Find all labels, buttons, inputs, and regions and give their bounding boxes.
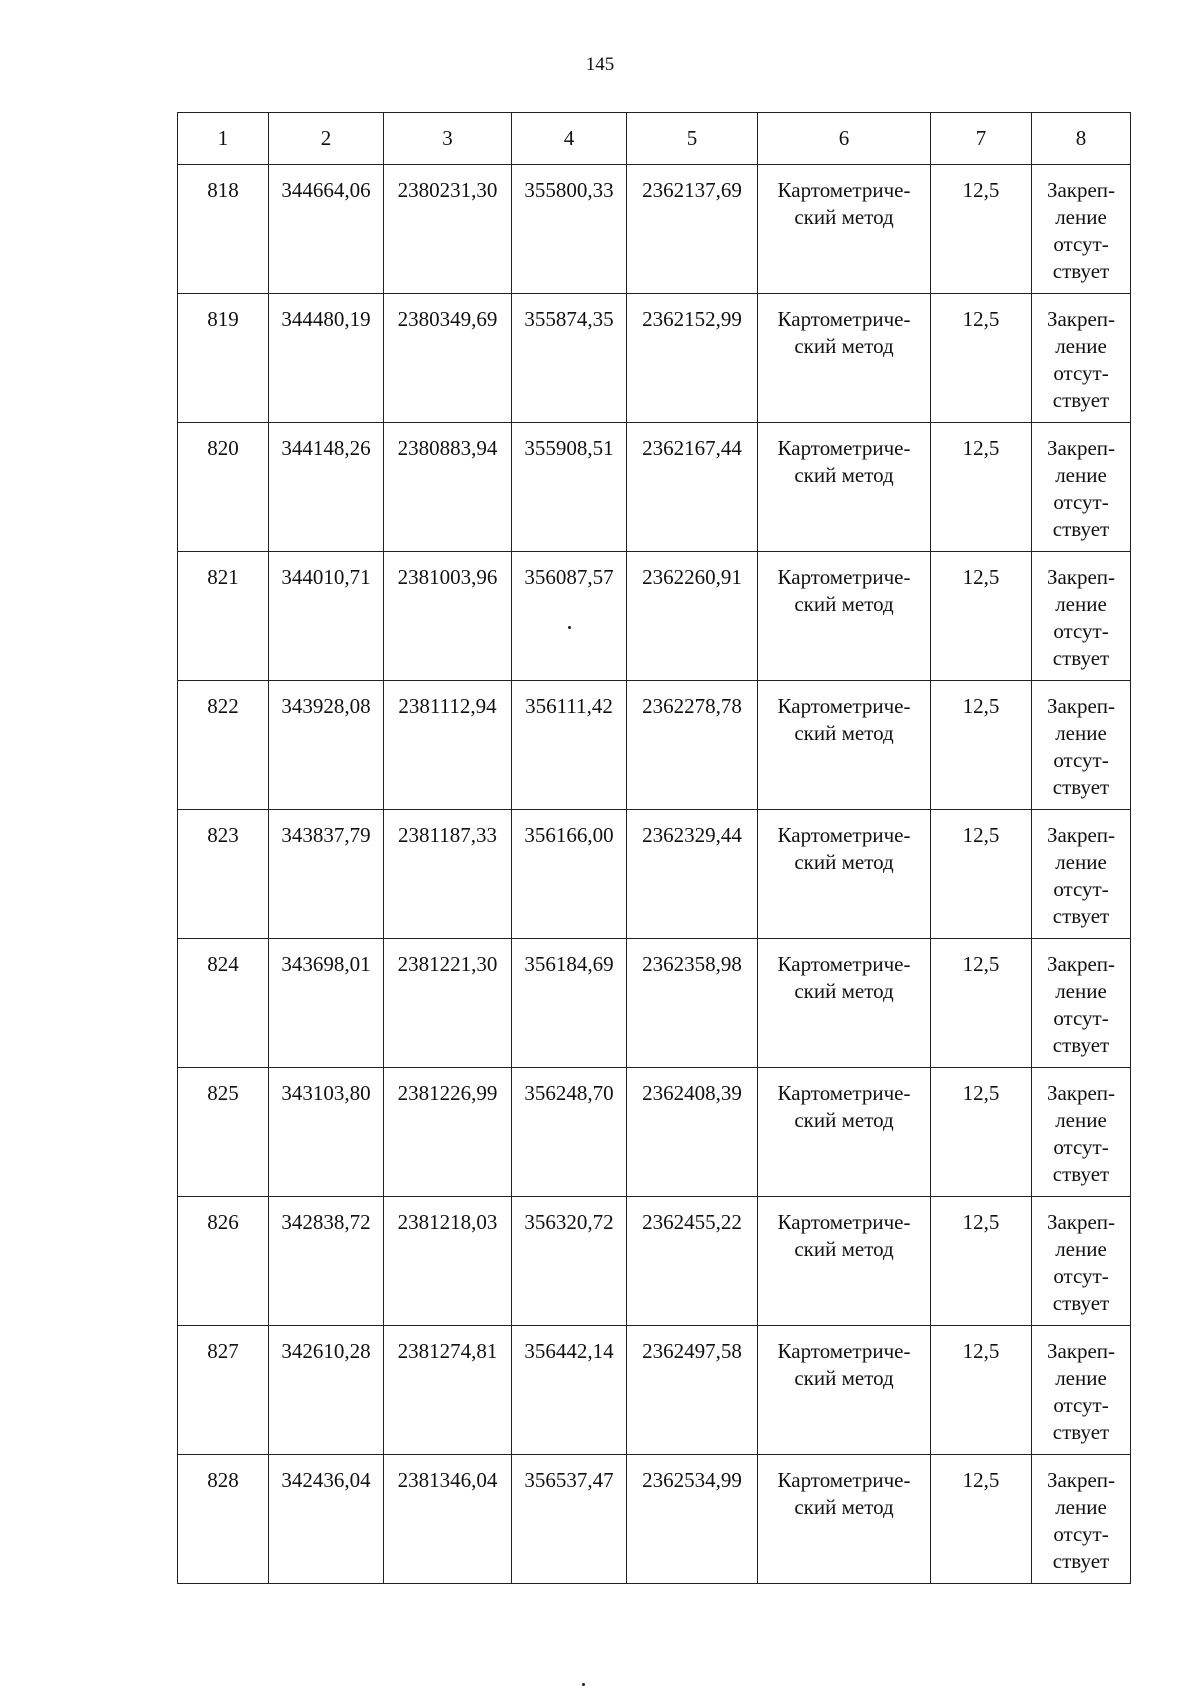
accuracy-cell: 12,5 [931,294,1032,423]
table-row [178,1197,1131,1326]
method-cell [758,423,931,552]
method-line: ский метод [794,850,894,874]
coordinate-cell: 2362455,22 [627,1197,758,1326]
coordinate-cell: 356184,69 [512,939,627,1068]
coordinate-cell: 343103,80 [269,1068,384,1197]
point-number-cell: 827 [178,1326,269,1455]
fixation-cell [1032,810,1131,939]
accuracy-cell: 12,5 [931,1455,1032,1584]
coordinate-cell: 2381274,81 [384,1326,512,1455]
fixation-cell [1032,1068,1131,1197]
coordinate-cell: 344010,71 [269,552,384,681]
fixation-line: отсут- [1053,1264,1109,1288]
fixation-cell [1032,1455,1131,1584]
fixation-line: ление [1055,1495,1107,1519]
method-line: Картометриче- [777,307,911,331]
accuracy-cell: 12,5 [931,1197,1032,1326]
coordinate-cell: 342436,04 [269,1455,384,1584]
scan-dot [582,1683,585,1686]
fixation-cell [1032,1326,1131,1455]
coordinate-cell: 2362497,58 [627,1326,758,1455]
coordinate-cell: 2362167,44 [627,423,758,552]
fixation-line: ление [1055,592,1107,616]
coordinate-cell: 356111,42 [512,681,627,810]
fixation-line: ление [1055,205,1107,229]
fixation-line: Закреп- [1046,952,1116,976]
table-row [178,165,1131,294]
method-line: Картометриче- [777,1081,911,1105]
coordinate-cell: 2362408,39 [627,1068,758,1197]
accuracy-cell: 12,5 [931,165,1032,294]
fixation-line: Закреп- [1046,823,1116,847]
point-number-cell: 826 [178,1197,269,1326]
method-line: ский метод [794,1495,894,1519]
table-row [178,1326,1131,1455]
fixation-line: ление [1055,463,1107,487]
table-row [178,810,1131,939]
accuracy-cell: 12,5 [931,1326,1032,1455]
fixation-line: Закреп- [1046,694,1116,718]
method-line: Картометриче- [777,565,911,589]
coordinate-cell: 2362278,78 [627,681,758,810]
coordinate-cell: 344148,26 [269,423,384,552]
point-number-cell: 819 [178,294,269,423]
fixation-line: отсут- [1053,748,1109,772]
method-cell [758,1455,931,1584]
table-body [178,165,1131,1584]
coordinate-cell: 356320,72 [512,1197,627,1326]
fixation-line: отсут- [1053,877,1109,901]
fixation-line: Закреп- [1046,178,1116,202]
method-cell [758,939,931,1068]
coordinate-cell: 344664,06 [269,165,384,294]
fixation-line: ствует [1052,1420,1110,1444]
fixation-line: отсут- [1053,232,1109,256]
method-line: Картометриче- [777,952,911,976]
table-row [178,552,1131,681]
fixation-line: отсут- [1053,1006,1109,1030]
method-line: ский метод [794,1108,894,1132]
fixation-line: Закреп- [1046,1081,1116,1105]
fixation-cell [1032,165,1131,294]
fixation-line: ствует [1052,517,1110,541]
coordinate-cell: 356087,57 [512,552,627,681]
fixation-line: ствует [1052,646,1110,670]
fixation-line: Закреп- [1046,565,1116,589]
column-header: 4 [512,113,627,165]
coordinate-cell: 2381003,96 [384,552,512,681]
accuracy-cell: 12,5 [931,939,1032,1068]
method-line: Картометриче- [777,1339,911,1363]
fixation-line: отсут- [1053,361,1109,385]
method-line: Картометриче- [777,1210,911,1234]
method-line: ский метод [794,463,894,487]
column-header: 1 [178,113,269,165]
fixation-line: ствует [1052,1162,1110,1186]
fixation-cell [1032,1197,1131,1326]
table-row [178,1068,1131,1197]
coordinate-cell: 344480,19 [269,294,384,423]
method-line: ский метод [794,1237,894,1261]
method-cell [758,552,931,681]
table-row [178,939,1131,1068]
point-number-cell: 818 [178,165,269,294]
fixation-line: отсут- [1053,1393,1109,1417]
method-line: ский метод [794,334,894,358]
coordinate-cell: 343698,01 [269,939,384,1068]
table-header [178,113,1131,165]
table-row [178,294,1131,423]
fixation-line: ление [1055,1366,1107,1390]
method-cell [758,681,931,810]
coordinate-cell: 2381346,04 [384,1455,512,1584]
coordinate-cell: 356442,14 [512,1326,627,1455]
point-number-cell: 823 [178,810,269,939]
fixation-line: ствует [1052,259,1110,283]
fixation-cell [1032,294,1131,423]
coordinate-cell: 355800,33 [512,165,627,294]
point-number-cell: 821 [178,552,269,681]
coordinate-cell: 356166,00 [512,810,627,939]
coordinate-cell: 343837,79 [269,810,384,939]
fixation-line: Закреп- [1046,1468,1116,1492]
method-line: ский метод [794,592,894,616]
fixation-line: ствует [1052,388,1110,412]
coordinate-cell: 355908,51 [512,423,627,552]
fixation-line: ление [1055,1237,1107,1261]
coordinate-cell: 342610,28 [269,1326,384,1455]
fixation-line: Закреп- [1046,307,1116,331]
accuracy-cell: 12,5 [931,810,1032,939]
point-number-cell: 825 [178,1068,269,1197]
fixation-line: ление [1055,850,1107,874]
coordinate-cell: 2362534,99 [627,1455,758,1584]
point-number-cell: 824 [178,939,269,1068]
column-header: 8 [1032,113,1131,165]
fixation-line: отсут- [1053,619,1109,643]
table-row [178,1455,1131,1584]
fixation-line: ление [1055,979,1107,1003]
column-header: 3 [384,113,512,165]
method-line: ский метод [794,979,894,1003]
method-cell [758,1068,931,1197]
coordinate-cell: 2380231,30 [384,165,512,294]
fixation-cell [1032,423,1131,552]
fixation-line: ление [1055,334,1107,358]
fixation-line: Закреп- [1046,1339,1116,1363]
coordinate-cell: 2362152,99 [627,294,758,423]
table-row [178,423,1131,552]
accuracy-cell: 12,5 [931,423,1032,552]
method-line: Картометриче- [777,178,911,202]
method-line: Картометриче- [777,823,911,847]
coordinate-cell: 2381226,99 [384,1068,512,1197]
header-row [178,113,1131,165]
scan-dot [568,626,571,629]
method-cell [758,1197,931,1326]
coordinate-cell: 2381112,94 [384,681,512,810]
fixation-line: отсут- [1053,490,1109,514]
method-line: ский метод [794,205,894,229]
fixation-line: Закреп- [1046,436,1116,460]
coordinates-table [177,112,1131,1584]
coordinate-cell: 356537,47 [512,1455,627,1584]
coordinate-cell: 343928,08 [269,681,384,810]
coordinate-cell: 2362329,44 [627,810,758,939]
method-line: Картометриче- [777,694,911,718]
coordinate-cell: 2362137,69 [627,165,758,294]
fixation-cell [1032,939,1131,1068]
point-number-cell: 820 [178,423,269,552]
column-header: 6 [758,113,931,165]
coordinate-cell: 2362260,91 [627,552,758,681]
coordinate-cell: 355874,35 [512,294,627,423]
point-number-cell: 822 [178,681,269,810]
table-row [178,681,1131,810]
method-line: Картометриче- [777,436,911,460]
accuracy-cell: 12,5 [931,681,1032,810]
coordinate-cell: 2380349,69 [384,294,512,423]
column-header: 2 [269,113,384,165]
method-line: ский метод [794,721,894,745]
fixation-line: ствует [1052,1291,1110,1315]
coordinate-cell: 2362358,98 [627,939,758,1068]
fixation-line: ствует [1052,775,1110,799]
column-header: 5 [627,113,758,165]
accuracy-cell: 12,5 [931,1068,1032,1197]
fixation-line: отсут- [1053,1135,1109,1159]
page-number: 145 [585,54,615,75]
fixation-line: отсут- [1053,1522,1109,1546]
column-header: 7 [931,113,1032,165]
method-line: Картометриче- [777,1468,911,1492]
fixation-line: ствует [1052,904,1110,928]
coordinate-cell: 342838,72 [269,1197,384,1326]
fixation-line: Закреп- [1046,1210,1116,1234]
method-cell [758,294,931,423]
fixation-cell [1032,552,1131,681]
fixation-cell [1032,681,1131,810]
fixation-line: ление [1055,721,1107,745]
fixation-line: ление [1055,1108,1107,1132]
fixation-line: ствует [1052,1549,1110,1573]
method-cell [758,165,931,294]
coordinate-cell: 2381218,03 [384,1197,512,1326]
method-line: ский метод [794,1366,894,1390]
point-number-cell: 828 [178,1455,269,1584]
coordinate-cell: 2381187,33 [384,810,512,939]
fixation-line: ствует [1052,1033,1110,1057]
coordinate-cell: 356248,70 [512,1068,627,1197]
method-cell [758,810,931,939]
coordinate-cell: 2380883,94 [384,423,512,552]
coordinate-cell: 2381221,30 [384,939,512,1068]
method-cell [758,1326,931,1455]
accuracy-cell: 12,5 [931,552,1032,681]
